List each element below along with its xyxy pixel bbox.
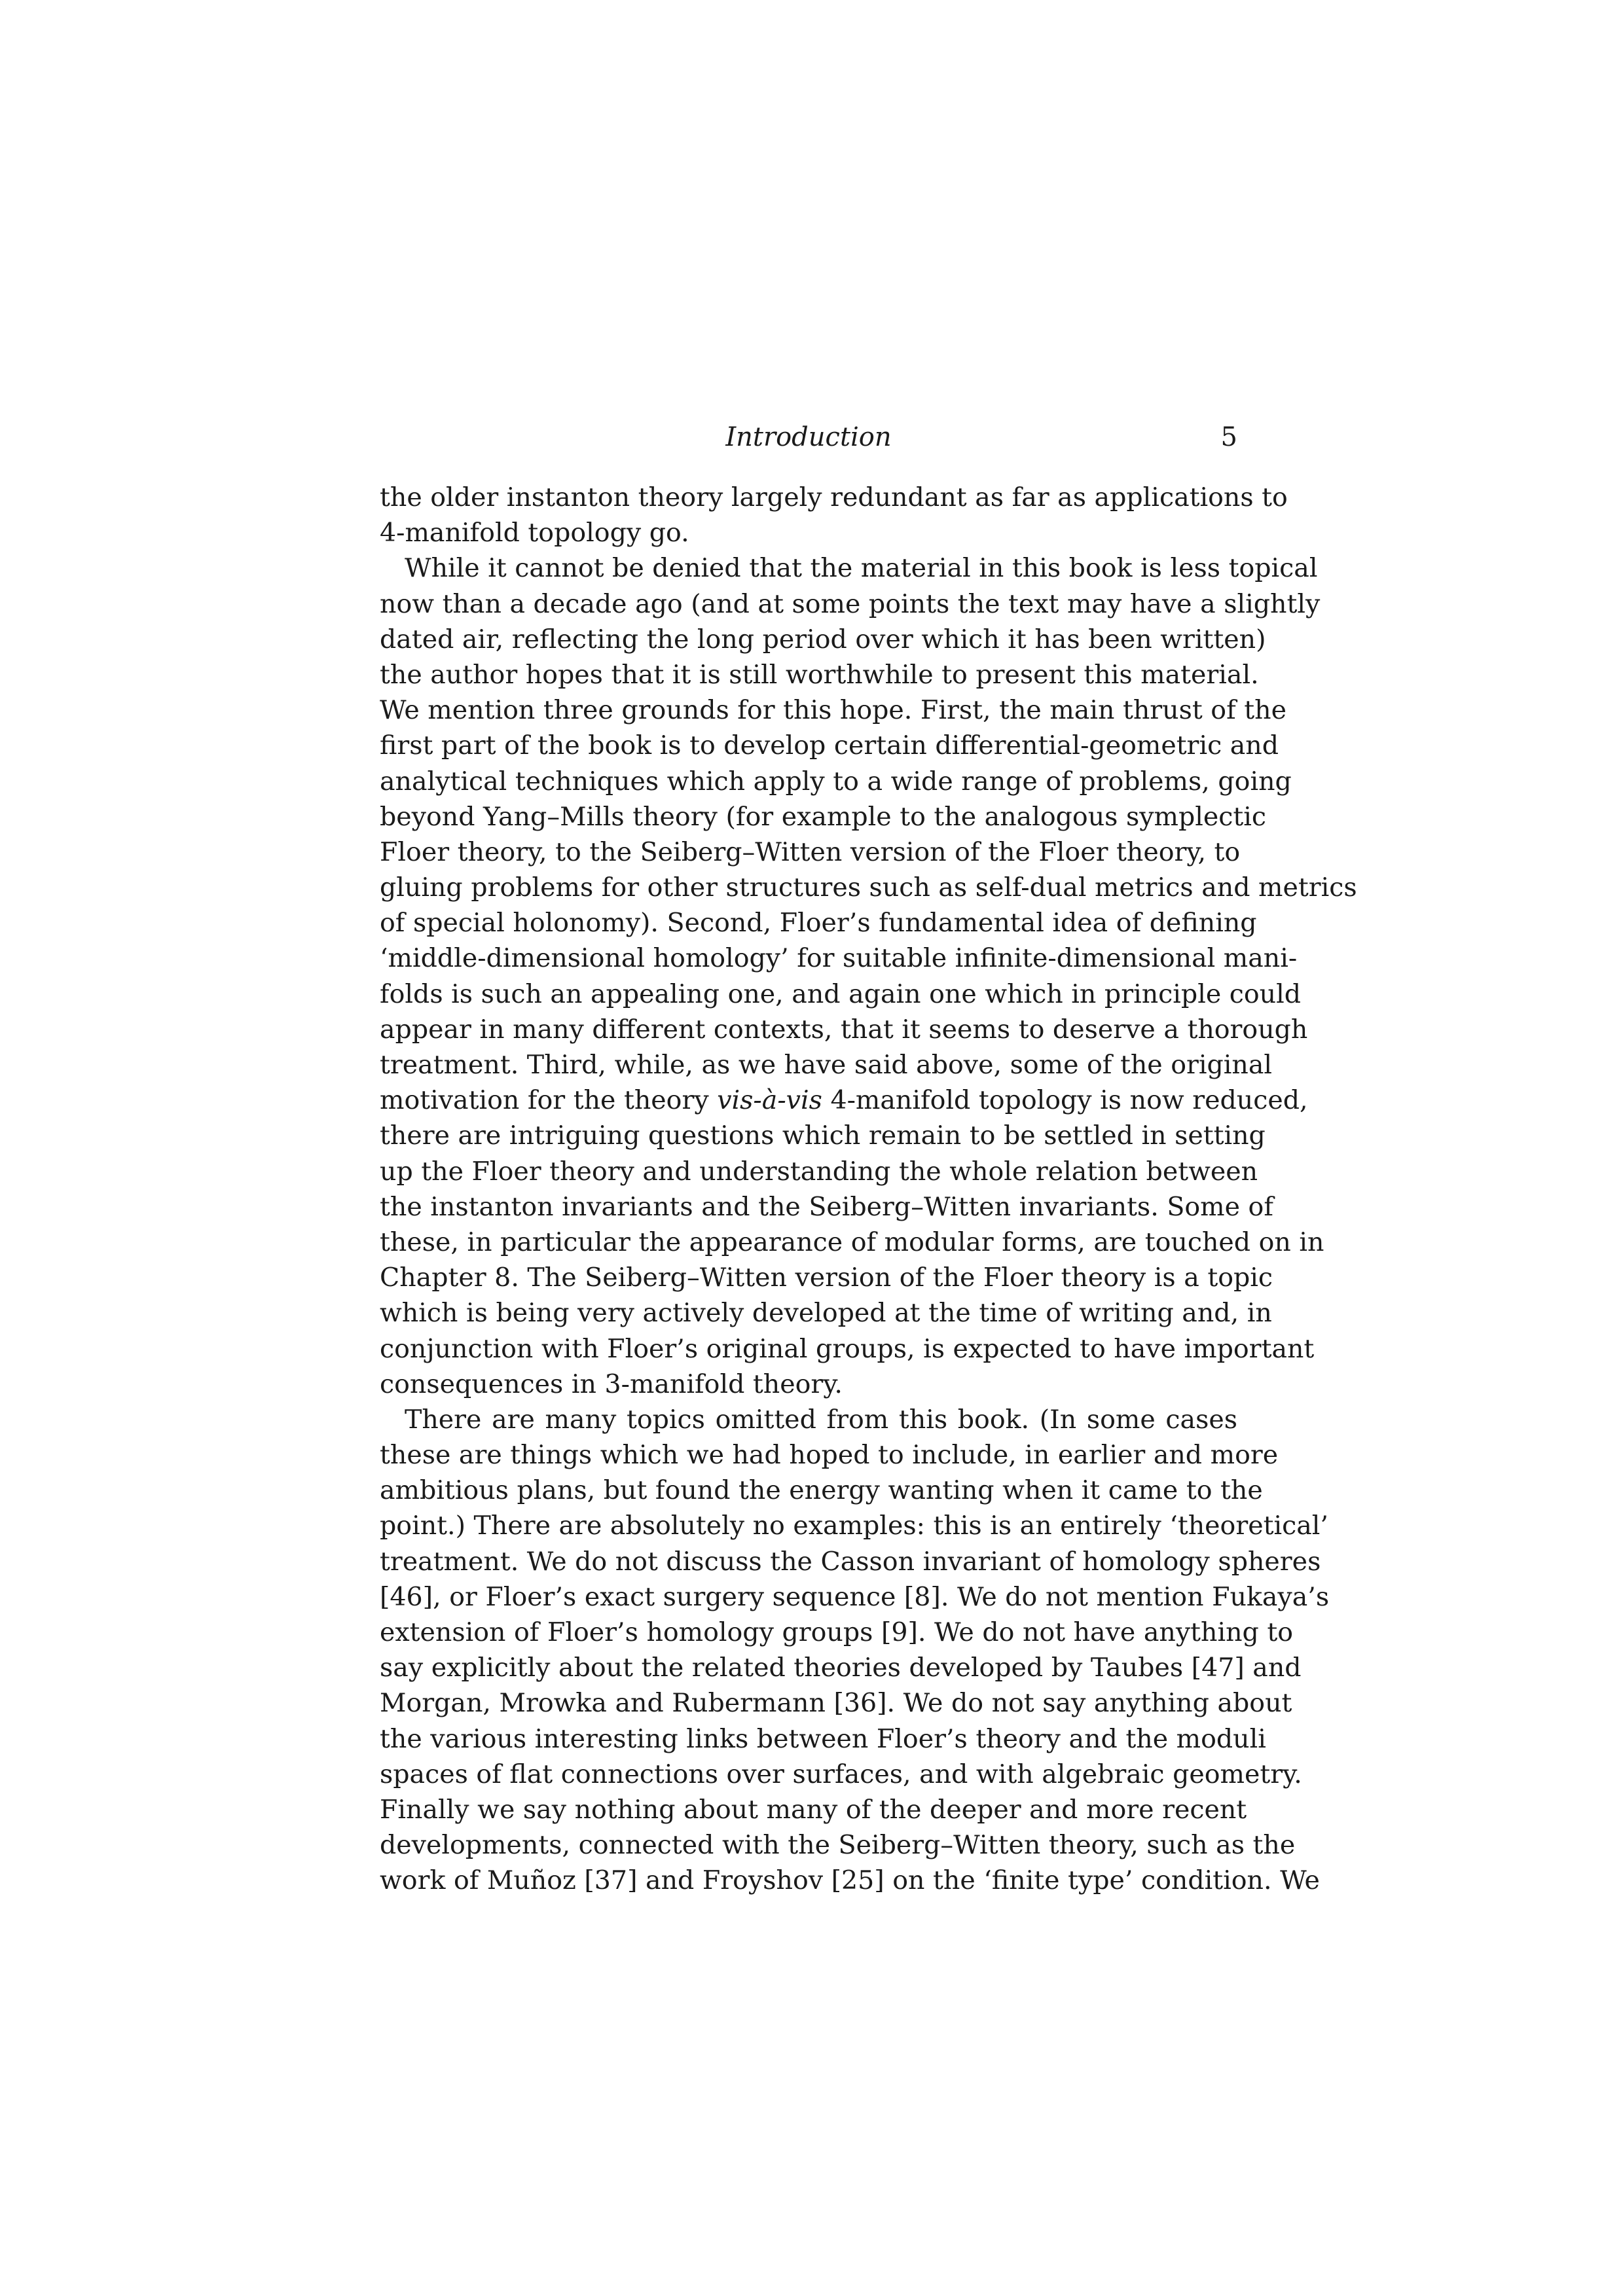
text-line (380, 1685, 1292, 1721)
text-line-content: the older instanton theory largely redundant as far as applications to (380, 482, 1288, 512)
text-line-content: work of Muñoz [37] and Froyshov [25] on the ‘finite type’ condition. We (380, 1865, 1320, 1896)
text-line (380, 764, 1292, 799)
text-line-content: the instanton invariants and the Seiberg–Witten invariants. Some of (380, 1191, 1273, 1222)
text-line (380, 480, 1288, 515)
text-line (380, 586, 1321, 622)
text-line (380, 1863, 1320, 1898)
text-line-content: extension of Floer’s homology groups [9]. We do not have anything to (380, 1617, 1294, 1647)
text-line-content: these, in particular the appearance of modular forms, are touched on in (380, 1227, 1324, 1257)
text-line (380, 1154, 1258, 1189)
text-line-content: spaces of flat connections over surfaces, and with algebraic geometry. (380, 1759, 1302, 1789)
text-line-continuation: 4-manifold topology is now reduced, (822, 1085, 1308, 1116)
text-line (380, 515, 1237, 550)
text-line-content: 4-manifold topology go. (380, 518, 689, 548)
text-line (380, 977, 1302, 1012)
text-line-content: There are many topics omitted from this book. (In some cases (405, 1404, 1237, 1435)
text-line (380, 1189, 1273, 1225)
text-line (380, 1012, 1308, 1047)
text-line (380, 728, 1279, 763)
text-line-content: consequences in 3-manifold theory. (380, 1369, 843, 1399)
text-line (380, 1721, 1266, 1757)
text-line-content: We mention three grounds for this hope. First, the main thrust of the (380, 695, 1286, 726)
text-line (380, 1437, 1279, 1473)
text-line-content: Finally we say nothing about many of the deeper and more recent (380, 1794, 1247, 1825)
text-line (380, 1295, 1272, 1331)
text-line (380, 905, 1257, 941)
text-line-content: gluing problems for other structures such as self-dual metrics and metrics (380, 872, 1357, 903)
text-line (380, 941, 1298, 976)
text-line-content: the author hopes that it is still worthwhile to present this material. (380, 659, 1259, 690)
text-line (380, 870, 1357, 905)
text-line-content: Morgan, Mrowka and Rubermann [36]. We do not say anything about (380, 1688, 1292, 1719)
text-line-content: now than a decade ago (and at some points the text may have a slightly (380, 588, 1321, 619)
text-line (380, 1225, 1324, 1260)
body-text (380, 480, 1357, 1899)
text-line-content: ‘middle-dimensional homology’ for suitable infinite-dimensional mani- (380, 943, 1298, 974)
text-line (380, 1260, 1273, 1295)
text-line (380, 1827, 1296, 1863)
text-line (380, 1047, 1273, 1083)
text-line (380, 799, 1267, 834)
text-line-content: ambitious plans, but found the energy wanting when it came to the (380, 1475, 1263, 1506)
text-line (380, 1083, 1308, 1118)
text-line (380, 1650, 1302, 1685)
text-line (380, 550, 1318, 586)
text-line-content: motivation for the theory (380, 1085, 718, 1116)
text-line-content: the various interesting links between Floer’s theory and the moduli (380, 1723, 1266, 1754)
text-line (380, 1757, 1302, 1792)
text-line (380, 1544, 1321, 1579)
text-line (380, 1473, 1263, 1508)
italic-phrase: vis-à-vis (717, 1085, 822, 1116)
text-line-content: appear in many different contexts, that it seems to deserve a thorough (380, 1014, 1308, 1045)
text-line (380, 657, 1259, 692)
text-line-content: up the Floer theory and understanding the whole relation between (380, 1156, 1258, 1187)
text-line-content: analytical techniques which apply to a wide range of problems, going (380, 766, 1292, 797)
text-line-content: Floer theory, to the Seiberg–Witten version of the Floer theory, to (380, 836, 1241, 867)
text-line (380, 1579, 1330, 1615)
text-line-content: point.) There are absolutely no examples: this is an entirely ‘theoretical’ (380, 1511, 1328, 1541)
text-line-content: dated air, reflecting the long period over which it has been written) (380, 624, 1266, 655)
page-number: 5 (1220, 422, 1237, 452)
text-line (380, 1508, 1328, 1543)
running-title: Introduction (725, 422, 892, 452)
text-line-content: first part of the book is to develop certain differential-geometric and (380, 730, 1279, 761)
text-line (380, 1331, 1315, 1367)
text-line-content: treatment. We do not discuss the Casson invariant of homology spheres (380, 1546, 1321, 1577)
text-line-content: there are intriguing questions which remain to be settled in setting (380, 1121, 1266, 1151)
text-line-content: treatment. Third, while, as we have said above, some of the original (380, 1050, 1273, 1080)
text-line (380, 622, 1266, 657)
text-line-content: While it cannot be denied that the material in this book is less topical (405, 553, 1318, 584)
text-line-content: Chapter 8. The Seiberg–Witten version of the Floer theory is a topic (380, 1263, 1273, 1293)
text-line-content: these are things which we had hoped to include, in earlier and more (380, 1440, 1279, 1471)
text-line-content: conjunction with Floer’s original groups, is expected to have important (380, 1333, 1315, 1364)
text-line (380, 1615, 1294, 1650)
running-head (380, 422, 1237, 461)
text-line-content: folds is such an appealing one, and again one which in principle could (380, 978, 1302, 1009)
text-line (380, 1367, 1237, 1402)
text-line-content: [46], or Floer’s exact surgery sequence [8]. We do not mention Fukaya’s (380, 1581, 1330, 1612)
text-line (380, 692, 1286, 728)
text-line-content: say explicitly about the related theories developed by Taubes [47] and (380, 1653, 1302, 1683)
text-line (380, 1792, 1247, 1827)
text-line-content: developments, connected with the Seiberg–Witten theory, such as the (380, 1830, 1296, 1861)
text-line (380, 1118, 1266, 1153)
text-line-content: beyond Yang–Mills theory (for example to the analogous symplectic (380, 801, 1267, 832)
text-line-content: which is being very actively developed at the time of writing and, in (380, 1298, 1272, 1329)
text-line (380, 834, 1241, 870)
text-line-content: of special holonomy). Second, Floer’s fundamental idea of defining (380, 908, 1257, 939)
text-line (380, 1402, 1237, 1437)
